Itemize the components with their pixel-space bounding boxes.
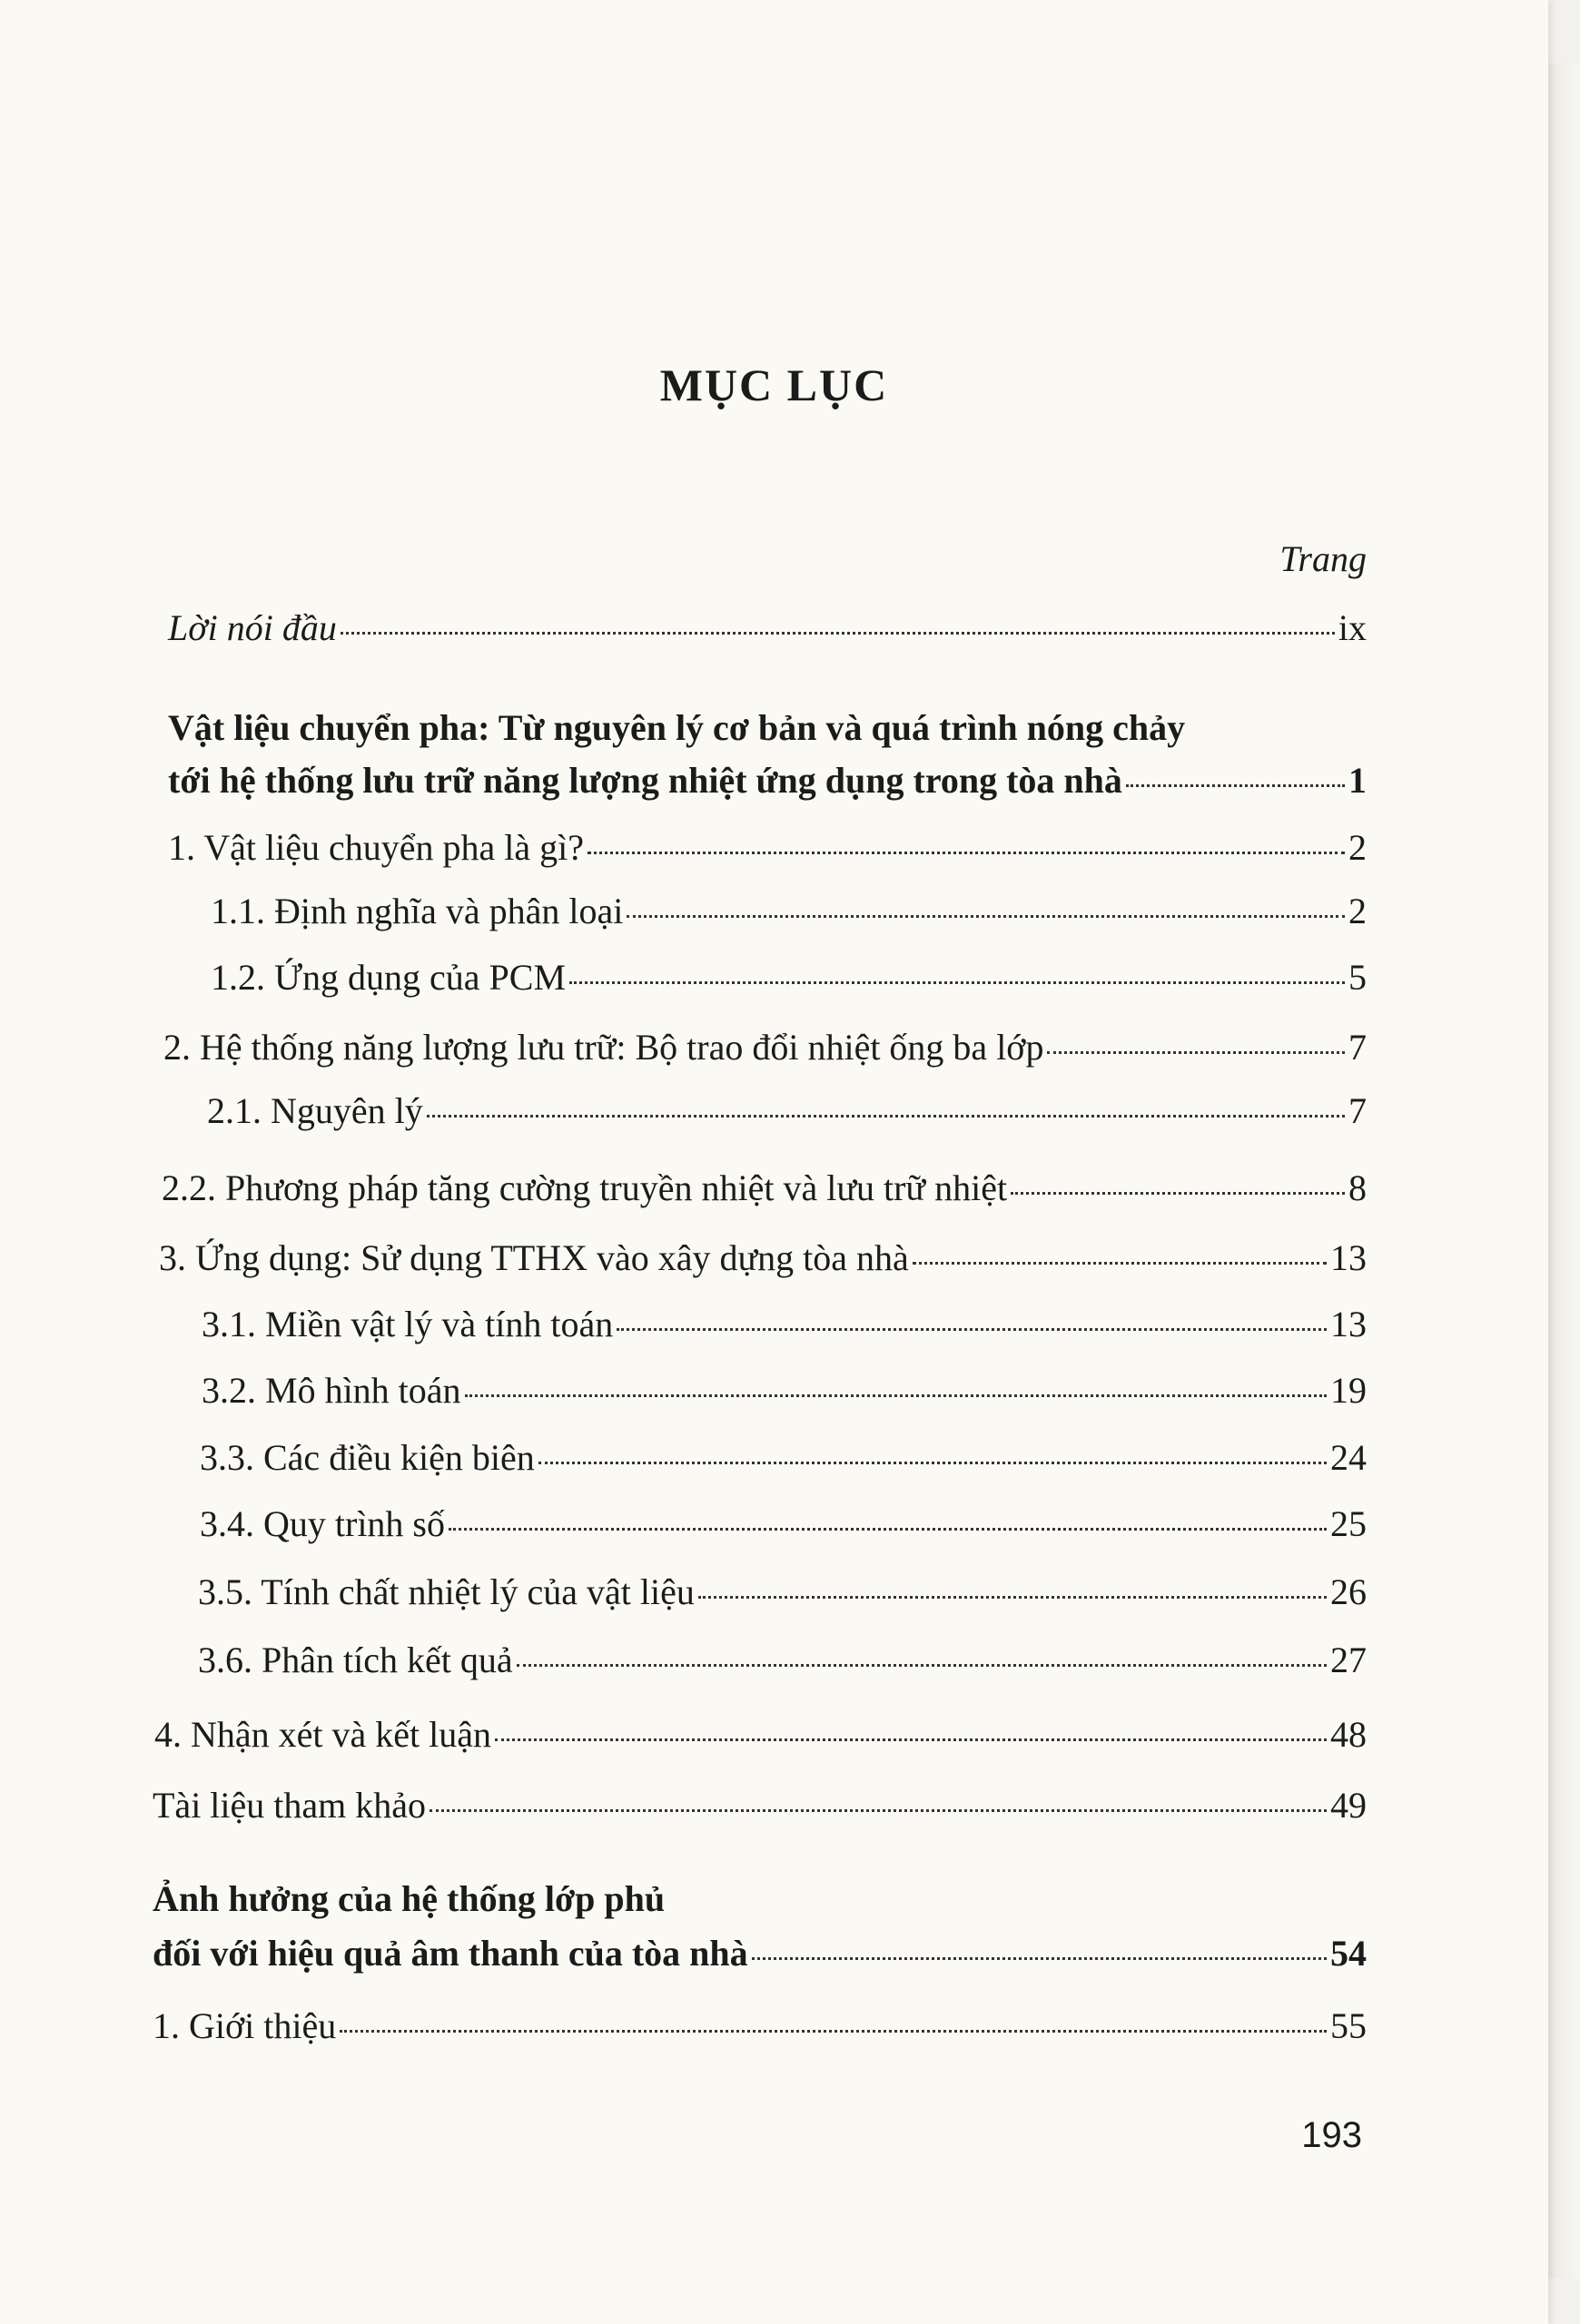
toc-entry-label: Tài liệu tham khảo	[153, 1785, 427, 1826]
toc-entry-label: 1.2. Ứng dụng của PCM	[211, 957, 567, 998]
toc-entry[interactable]	[154, 1713, 1367, 1756]
leader-dots	[1047, 1051, 1345, 1054]
leader-dots	[341, 632, 1335, 635]
toc-entry[interactable]	[153, 1784, 1367, 1827]
toc-entry[interactable]	[211, 890, 1367, 932]
toc-entry-label: 3.5. Tính chất nhiệt lý của vật liệu	[198, 1571, 695, 1612]
toc-entry-page: 7	[1348, 1090, 1367, 1131]
toc-entry-page: 26	[1330, 1571, 1367, 1612]
toc-entry[interactable]	[200, 1436, 1367, 1479]
toc-entry-page: 7	[1348, 1027, 1367, 1068]
leader-dots	[752, 1957, 1327, 1960]
toc-entry-label: 2.2. Phương pháp tăng cường truyền nhiệt và lưu trữ nhiệt	[162, 1167, 1008, 1208]
page-title: MỤC LỤC	[659, 359, 889, 410]
toc-entry-label: 2. Hệ thống năng lượng lưu trữ: Bộ trao đổi nhiệt ống ba lớp	[163, 1027, 1044, 1068]
toc-entry-page: 19	[1330, 1370, 1367, 1411]
toc-entry[interactable]	[211, 956, 1367, 999]
leader-dots	[495, 1738, 1327, 1741]
leader-dots	[449, 1528, 1327, 1531]
leader-dots	[617, 1328, 1327, 1331]
toc-entry-page: 24	[1330, 1437, 1367, 1478]
toc-entry-page: 49	[1330, 1785, 1367, 1826]
toc-chapter-entry[interactable]	[168, 759, 1367, 802]
toc-entry-label: 3.1. Miền vật lý và tính toán	[202, 1304, 614, 1344]
leader-dots	[698, 1596, 1327, 1599]
toc-entry[interactable]	[198, 1639, 1367, 1681]
toc-entry-page: 8	[1348, 1167, 1367, 1208]
toc-entry-page: 2	[1348, 891, 1367, 931]
page-column-label: Trang	[1279, 538, 1367, 579]
toc-entry-page: 48	[1330, 1714, 1367, 1755]
toc-entry-label: 3.2. Mô hình toán	[202, 1370, 461, 1411]
leader-dots	[430, 1809, 1327, 1812]
toc-chapter-heading-line1: Ảnh hưởng của hệ thống lớp phủ	[153, 1878, 666, 1919]
leader-dots	[517, 1664, 1327, 1667]
toc-entry-label: 1. Giới thiệu	[153, 2005, 337, 2046]
toc-entry-page: 55	[1330, 2005, 1367, 2046]
toc-entry-label: 3.3. Các điều kiện biên	[200, 1437, 535, 1478]
leader-dots	[340, 2030, 1327, 2033]
toc-entry-label: 3.6. Phân tích kết quả	[198, 1640, 513, 1680]
leader-dots	[465, 1394, 1327, 1397]
toc-entry-label: 1.1. Định nghĩa và phân loại	[211, 891, 624, 931]
toc-entry[interactable]	[168, 826, 1367, 869]
toc-chapter-heading-line1: Vật liệu chuyển pha: Từ nguyên lý cơ bản và quá trình nóng chảy	[168, 707, 1186, 748]
toc-entry[interactable]	[163, 1026, 1367, 1068]
leader-dots	[913, 1262, 1327, 1265]
toc-entry[interactable]	[202, 1303, 1367, 1345]
toc-chapter-entry[interactable]	[153, 1932, 1367, 1974]
toc-entry-page: 27	[1330, 1640, 1367, 1680]
toc-entry-page: ix	[1338, 607, 1367, 648]
page-number: 193	[1301, 2115, 1362, 2155]
toc-entry[interactable]	[153, 2004, 1367, 2047]
toc-entry-label: tới hệ thống lưu trữ năng lượng nhiệt ứng dụng trong tòa nhà	[168, 760, 1122, 801]
toc-entry-label: 3.4. Quy trình số	[200, 1503, 445, 1544]
toc-entry-label: Lời nói đầu	[168, 607, 337, 648]
toc-entry-page: 2	[1348, 827, 1367, 868]
toc-entry-label: đối với hiệu quả âm thanh của tòa nhà	[153, 1933, 748, 1974]
leader-dots	[627, 915, 1345, 918]
toc-entry[interactable]	[198, 1571, 1367, 1613]
toc-entry-label: 2.1. Nguyên lý	[207, 1090, 423, 1131]
leader-dots	[538, 1462, 1327, 1464]
toc-entry[interactable]	[162, 1167, 1367, 1209]
toc-entry-page: 1	[1348, 760, 1367, 801]
toc-entry-page: 13	[1330, 1304, 1367, 1344]
leader-dots	[1126, 784, 1345, 787]
leader-dots	[427, 1115, 1345, 1118]
toc-entry-page: 5	[1348, 957, 1367, 998]
toc-entry-page: 54	[1330, 1933, 1367, 1974]
toc-entry[interactable]	[159, 1236, 1367, 1279]
toc-entry-label: 1. Vật liệu chuyển pha là gì?	[168, 827, 585, 868]
toc-entry[interactable]	[207, 1089, 1367, 1132]
leader-dots	[588, 852, 1345, 854]
leader-dots	[1011, 1192, 1345, 1195]
toc-entry[interactable]	[200, 1502, 1367, 1545]
toc-entry[interactable]	[168, 606, 1367, 649]
toc-entry[interactable]	[202, 1369, 1367, 1412]
toc-entry-page: 25	[1330, 1503, 1367, 1544]
toc-entry-label: 3. Ứng dụng: Sử dụng TTHX vào xây dựng tòa nhà	[159, 1237, 909, 1278]
page-stack-edge	[1544, 64, 1580, 2279]
toc-entry-page: 13	[1330, 1237, 1367, 1278]
leader-dots	[569, 981, 1345, 984]
toc-entry-label: 4. Nhận xét và kết luận	[154, 1714, 491, 1755]
